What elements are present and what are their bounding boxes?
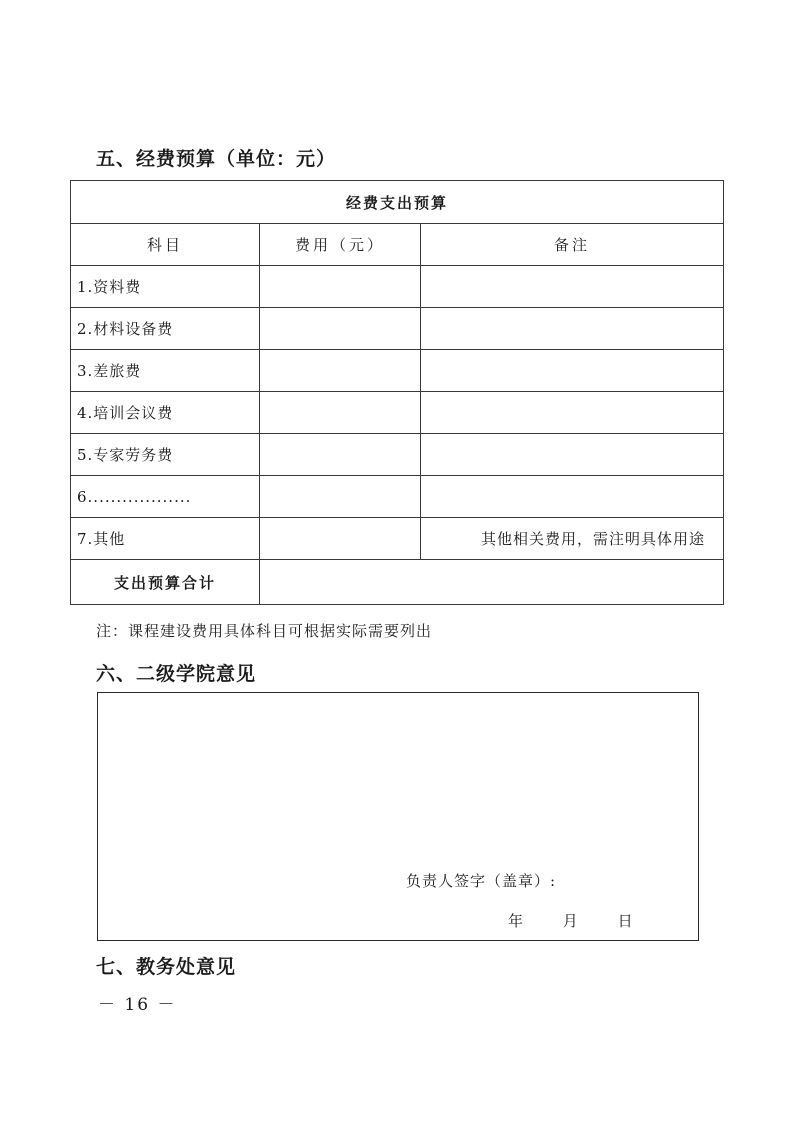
budget-header-row [71, 224, 724, 266]
table-row [71, 434, 724, 476]
row-cost [260, 434, 421, 476]
budget-table [70, 180, 724, 605]
table-row [71, 350, 724, 392]
row-item: 3.差旅费 [71, 350, 260, 392]
row-item: 1.资料费 [71, 266, 260, 308]
row-item: 5.专家劳务费 [71, 434, 260, 476]
table-row [71, 308, 724, 350]
row-item: 4.培训会议费 [71, 392, 260, 434]
table-row [71, 392, 724, 434]
budget-caption-row [71, 181, 724, 224]
table-row [71, 518, 724, 560]
header-item: 科目 [71, 224, 260, 266]
budget-total-row [71, 560, 724, 605]
section-7-heading: 七、教务处意见 [96, 956, 237, 978]
date-row [508, 910, 633, 931]
budget-total-label: 支出预算合计 [71, 560, 260, 605]
college-opinion-box [97, 692, 699, 941]
page-number: － 16 － [98, 995, 177, 1015]
row-cost [260, 266, 421, 308]
row-cost [260, 392, 421, 434]
row-note [421, 350, 724, 392]
signature-label: 负责人签字（盖章）: [406, 872, 557, 890]
header-note: 备注 [421, 224, 724, 266]
row-cost [260, 308, 421, 350]
row-note [421, 392, 724, 434]
row-note [421, 308, 724, 350]
date-month-label: 月 [562, 912, 578, 930]
row-cost [260, 350, 421, 392]
row-note [421, 266, 724, 308]
row-cost [260, 518, 421, 560]
row-item: 6.................. [71, 476, 260, 518]
header-cost: 费用（元） [260, 224, 421, 266]
table-row [71, 266, 724, 308]
date-year-label: 年 [508, 912, 524, 930]
row-item: 2.材料设备费 [71, 308, 260, 350]
table-row [71, 476, 724, 518]
row-note [421, 476, 724, 518]
budget-footnote: 注：课程建设费用具体科目可根据实际需要列出 [96, 622, 433, 640]
row-cost [260, 476, 421, 518]
budget-table-caption: 经费支出预算 [71, 181, 724, 224]
budget-total-value [260, 560, 724, 605]
date-day-label: 日 [617, 912, 633, 930]
section-6-heading: 六、二级学院意见 [96, 663, 257, 685]
section-5-heading: 五、经费预算（单位：元） [96, 148, 337, 170]
row-note [421, 434, 724, 476]
row-item: 7.其他 [71, 518, 260, 560]
row-note: 其他相关费用，需注明具体用途 [421, 518, 724, 560]
